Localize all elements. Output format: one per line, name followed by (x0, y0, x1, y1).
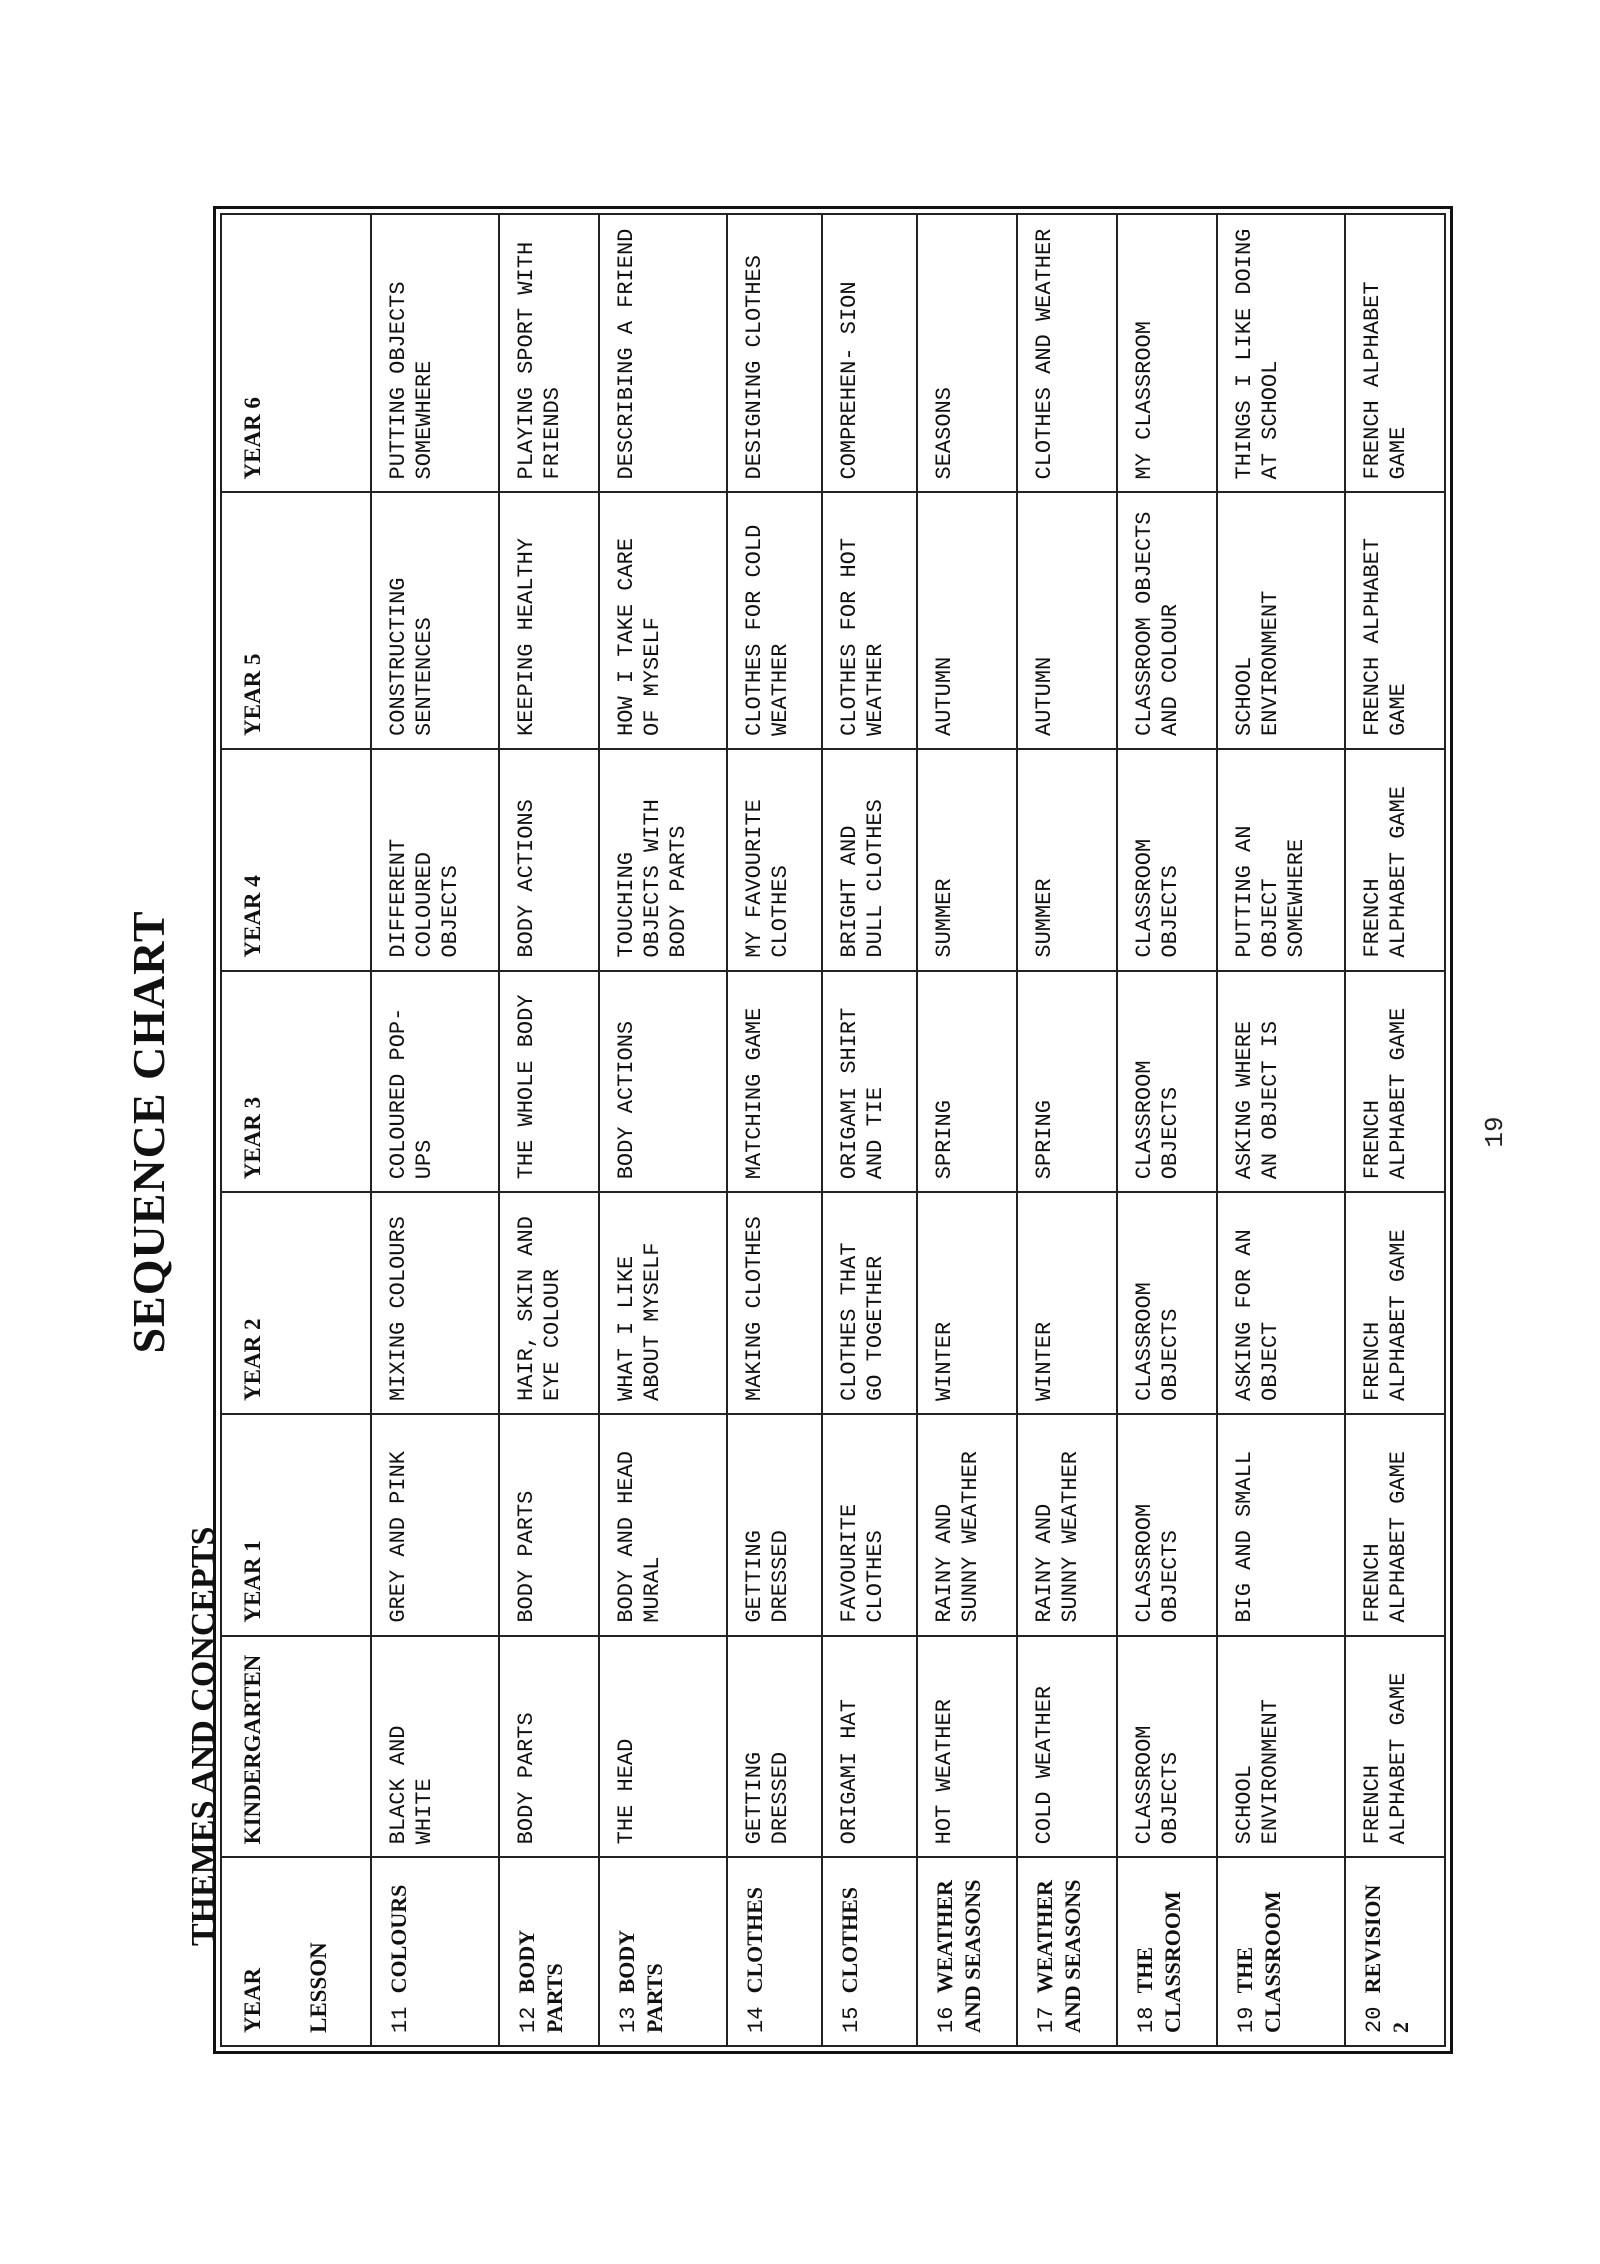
table-row (599, 214, 727, 2046)
table-row (499, 214, 599, 2046)
table-cell: CLOTHES FOR HOT WEATHER (822, 492, 917, 748)
column-header: YEAR 2 (221, 1192, 371, 1414)
sequence-chart-table (220, 213, 1446, 2047)
table-cell: CLASSROOM OBJECTS (1117, 749, 1217, 971)
column-header: YEAR 5 (221, 492, 371, 748)
table-row (1345, 214, 1445, 2046)
table-cell: BIG AND SMALL (1217, 1414, 1345, 1636)
lesson-title: THE CLASSROOM (1231, 1891, 1285, 2033)
table-cell: GREY AND PINK (371, 1414, 499, 1636)
lesson-cell (822, 1857, 917, 2046)
table-cell: SCHOOL ENVIRONMENT (1217, 1636, 1345, 1858)
table-cell: SPRING (1017, 971, 1117, 1193)
table-row (371, 214, 499, 2046)
lesson-number: 16 (933, 2006, 959, 2033)
table-cell: THINGS I LIKE DOING AT SCHOOL (1217, 214, 1345, 492)
table-cell: FRENCH ALPHABET GAME (1345, 1414, 1445, 1636)
lesson-number: 18 (1133, 2006, 1159, 2033)
table-cell: BODY PARTS (499, 1636, 599, 1858)
table-cell: RAINY AND SUNNY WEATHER (1017, 1414, 1117, 1636)
table-cell: HAIR, SKIN AND EYE COLOUR (499, 1192, 599, 1414)
table-cell: BODY AND HEAD MURAL (599, 1414, 727, 1636)
table-cell: BRIGHT AND DULL CLOTHES (822, 749, 917, 971)
table-cell: SCHOOL ENVIRONMENT (1217, 492, 1345, 748)
table-cell: HOT WEATHER (917, 1636, 1017, 1858)
lesson-title: CLOTHES (837, 1887, 863, 1994)
table-cell: THE WHOLE BODY (499, 971, 599, 1193)
table-cell: ASKING FOR AN OBJECT (1217, 1192, 1345, 1414)
table-cell: GETTING DRESSED (727, 1636, 822, 1858)
lesson-cell (917, 1857, 1017, 2046)
table-cell: PLAYING SPORT WITH FRIENDS (499, 214, 599, 492)
table-cell: PUTTING AN OBJECT SOMEWHERE (1217, 749, 1345, 971)
lesson-cell (727, 1857, 822, 2046)
table-cell: WINTER (1017, 1192, 1117, 1414)
table-cell: GETTING DRESSED (727, 1414, 822, 1636)
lesson-number: 15 (839, 2006, 865, 2033)
table-cell: HOW I TAKE CARE OF MYSELF (599, 492, 727, 748)
year-lesson-header (221, 1857, 371, 2046)
table-cell: CLASSROOM OBJECTS (1117, 1192, 1217, 1414)
table-cell: SEASONS (917, 214, 1017, 492)
table-cell: FRENCH ALPHABET GAME (1345, 214, 1445, 492)
table-cell: MAKING CLOTHES (727, 1192, 822, 1414)
table-row (917, 214, 1017, 2046)
lesson-title: BODY PARTS (514, 1930, 568, 2033)
table-cell: SUMMER (1017, 749, 1117, 971)
lesson-cell (1345, 1857, 1445, 2046)
lesson-number: 13 (616, 2006, 642, 2033)
table-cell: ASKING WHERE AN OBJECT IS (1217, 971, 1345, 1193)
table-cell: COLD WEATHER (1017, 1636, 1117, 1858)
table-cell: FRENCH ALPHABET GAME (1345, 749, 1445, 971)
table-cell: COMPREHEN- SION (822, 214, 917, 492)
table-cell: THE HEAD (599, 1636, 727, 1858)
table-cell: CLOTHES THAT GO TOGETHER (822, 1192, 917, 1414)
column-header: YEAR 6 (221, 214, 371, 492)
lesson-title: WEATHER AND SEASONS (931, 1879, 985, 2033)
page-number: 19 (1480, 1116, 1510, 1148)
lesson-number: 17 (1033, 2006, 1059, 2033)
lesson-number: 14 (744, 2006, 770, 2033)
table-cell: BODY ACTIONS (499, 749, 599, 971)
lesson-title: COLOURS (386, 1884, 411, 1994)
table-cell: CLASSROOM OBJECTS (1117, 971, 1217, 1193)
table-cell: CLOTHES FOR COLD WEATHER (727, 492, 822, 748)
table-row (1117, 214, 1217, 2046)
table-cell: CLASSROOM OBJECTS (1117, 1636, 1217, 1858)
lesson-cell (499, 1857, 599, 2046)
table-cell: SUMMER (917, 749, 1017, 971)
lesson-title: WEATHER AND SEASONS (1031, 1879, 1085, 2033)
table-cell: CLASSROOM OBJECTS AND COLOUR (1117, 492, 1217, 748)
table-cell: CLOTHES AND WEATHER (1017, 214, 1117, 492)
table-cell: MIXING COLOURS (371, 1192, 499, 1414)
lesson-cell (371, 1857, 499, 2046)
table-cell: ORIGAMI SHIRT AND TIE (822, 971, 917, 1193)
table-cell: MY FAVOURITE CLOTHES (727, 749, 822, 971)
table-row (1217, 214, 1345, 2046)
column-header: YEAR 3 (221, 971, 371, 1193)
table-cell: DIFFERENT COLOURED OBJECTS (371, 749, 499, 971)
header-row (221, 214, 371, 2046)
table-cell: WHAT I LIKE ABOUT MYSELF (599, 1192, 727, 1414)
lesson-cell (1217, 1857, 1345, 2046)
lesson-title: REVISION 2 (1359, 1884, 1413, 2033)
lesson-cell (1117, 1857, 1217, 2046)
table-cell: ORIGAMI HAT (822, 1636, 917, 1858)
lesson-number: 20 (1361, 2006, 1387, 2033)
table-cell: PUTTING OBJECTS SOMEWHERE (371, 214, 499, 492)
table-cell: FRENCH ALPHABET GAME (1345, 492, 1445, 748)
chart-body (371, 214, 1445, 2046)
table-cell: FRENCH ALPHABET GAME (1345, 1636, 1445, 1858)
table-cell: DESCRIBING A FRIEND (599, 214, 727, 492)
column-header: KINDERGARTEN (221, 1636, 371, 1858)
table-cell: MATCHING GAME (727, 971, 822, 1193)
lesson-label: LESSON (306, 1942, 331, 2033)
table-cell: RAINY AND SUNNY WEATHER (917, 1414, 1017, 1636)
sequence-chart-frame (213, 206, 1453, 2054)
table-row (727, 214, 822, 2046)
table-cell: FRENCH ALPHABET GAME (1345, 971, 1445, 1193)
page-subtitle: THEMES AND CONCEPTS (185, 1526, 222, 1946)
table-cell: BODY PARTS (499, 1414, 599, 1636)
lesson-title: BODY PARTS (614, 1930, 668, 2033)
column-header: YEAR 4 (221, 749, 371, 971)
table-cell: FRENCH ALPHABET GAME (1345, 1192, 1445, 1414)
table-cell: KEEPING HEALTHY (499, 492, 599, 748)
lesson-cell (599, 1857, 727, 2046)
lesson-number: 19 (1233, 2006, 1259, 2033)
table-cell: AUTUMN (917, 492, 1017, 748)
table-cell: FAVOURITE CLOTHES (822, 1414, 917, 1636)
table-cell: WINTER (917, 1192, 1017, 1414)
year-label: YEAR (240, 1967, 265, 2033)
lesson-title: THE CLASSROOM (1131, 1891, 1185, 2033)
lesson-cell (1017, 1857, 1117, 2046)
lesson-number: 11 (388, 2006, 413, 2033)
table-cell: BODY ACTIONS (599, 971, 727, 1193)
table-cell: CLASSROOM OBJECTS (1117, 1414, 1217, 1636)
table-cell: DESIGNING CLOTHES (727, 214, 822, 492)
table-cell: COLOURED POP-UPS (371, 971, 499, 1193)
table-cell: MY CLASSROOM (1117, 214, 1217, 492)
page-title: SEQUENCE CHART (123, 910, 174, 1354)
table-cell: BLACK AND WHITE (371, 1636, 499, 1858)
table-row (822, 214, 917, 2046)
column-header: YEAR 1 (221, 1414, 371, 1636)
table-row (1017, 214, 1117, 2046)
table-cell: AUTUMN (1017, 492, 1117, 748)
table-cell: TOUCHING OBJECTS WITH BODY PARTS (599, 749, 727, 971)
table-cell: SPRING (917, 971, 1017, 1193)
lesson-title: CLOTHES (742, 1887, 768, 1994)
lesson-number: 12 (516, 2006, 542, 2033)
table-cell: CONSTRUCTING SENTENCES (371, 492, 499, 748)
